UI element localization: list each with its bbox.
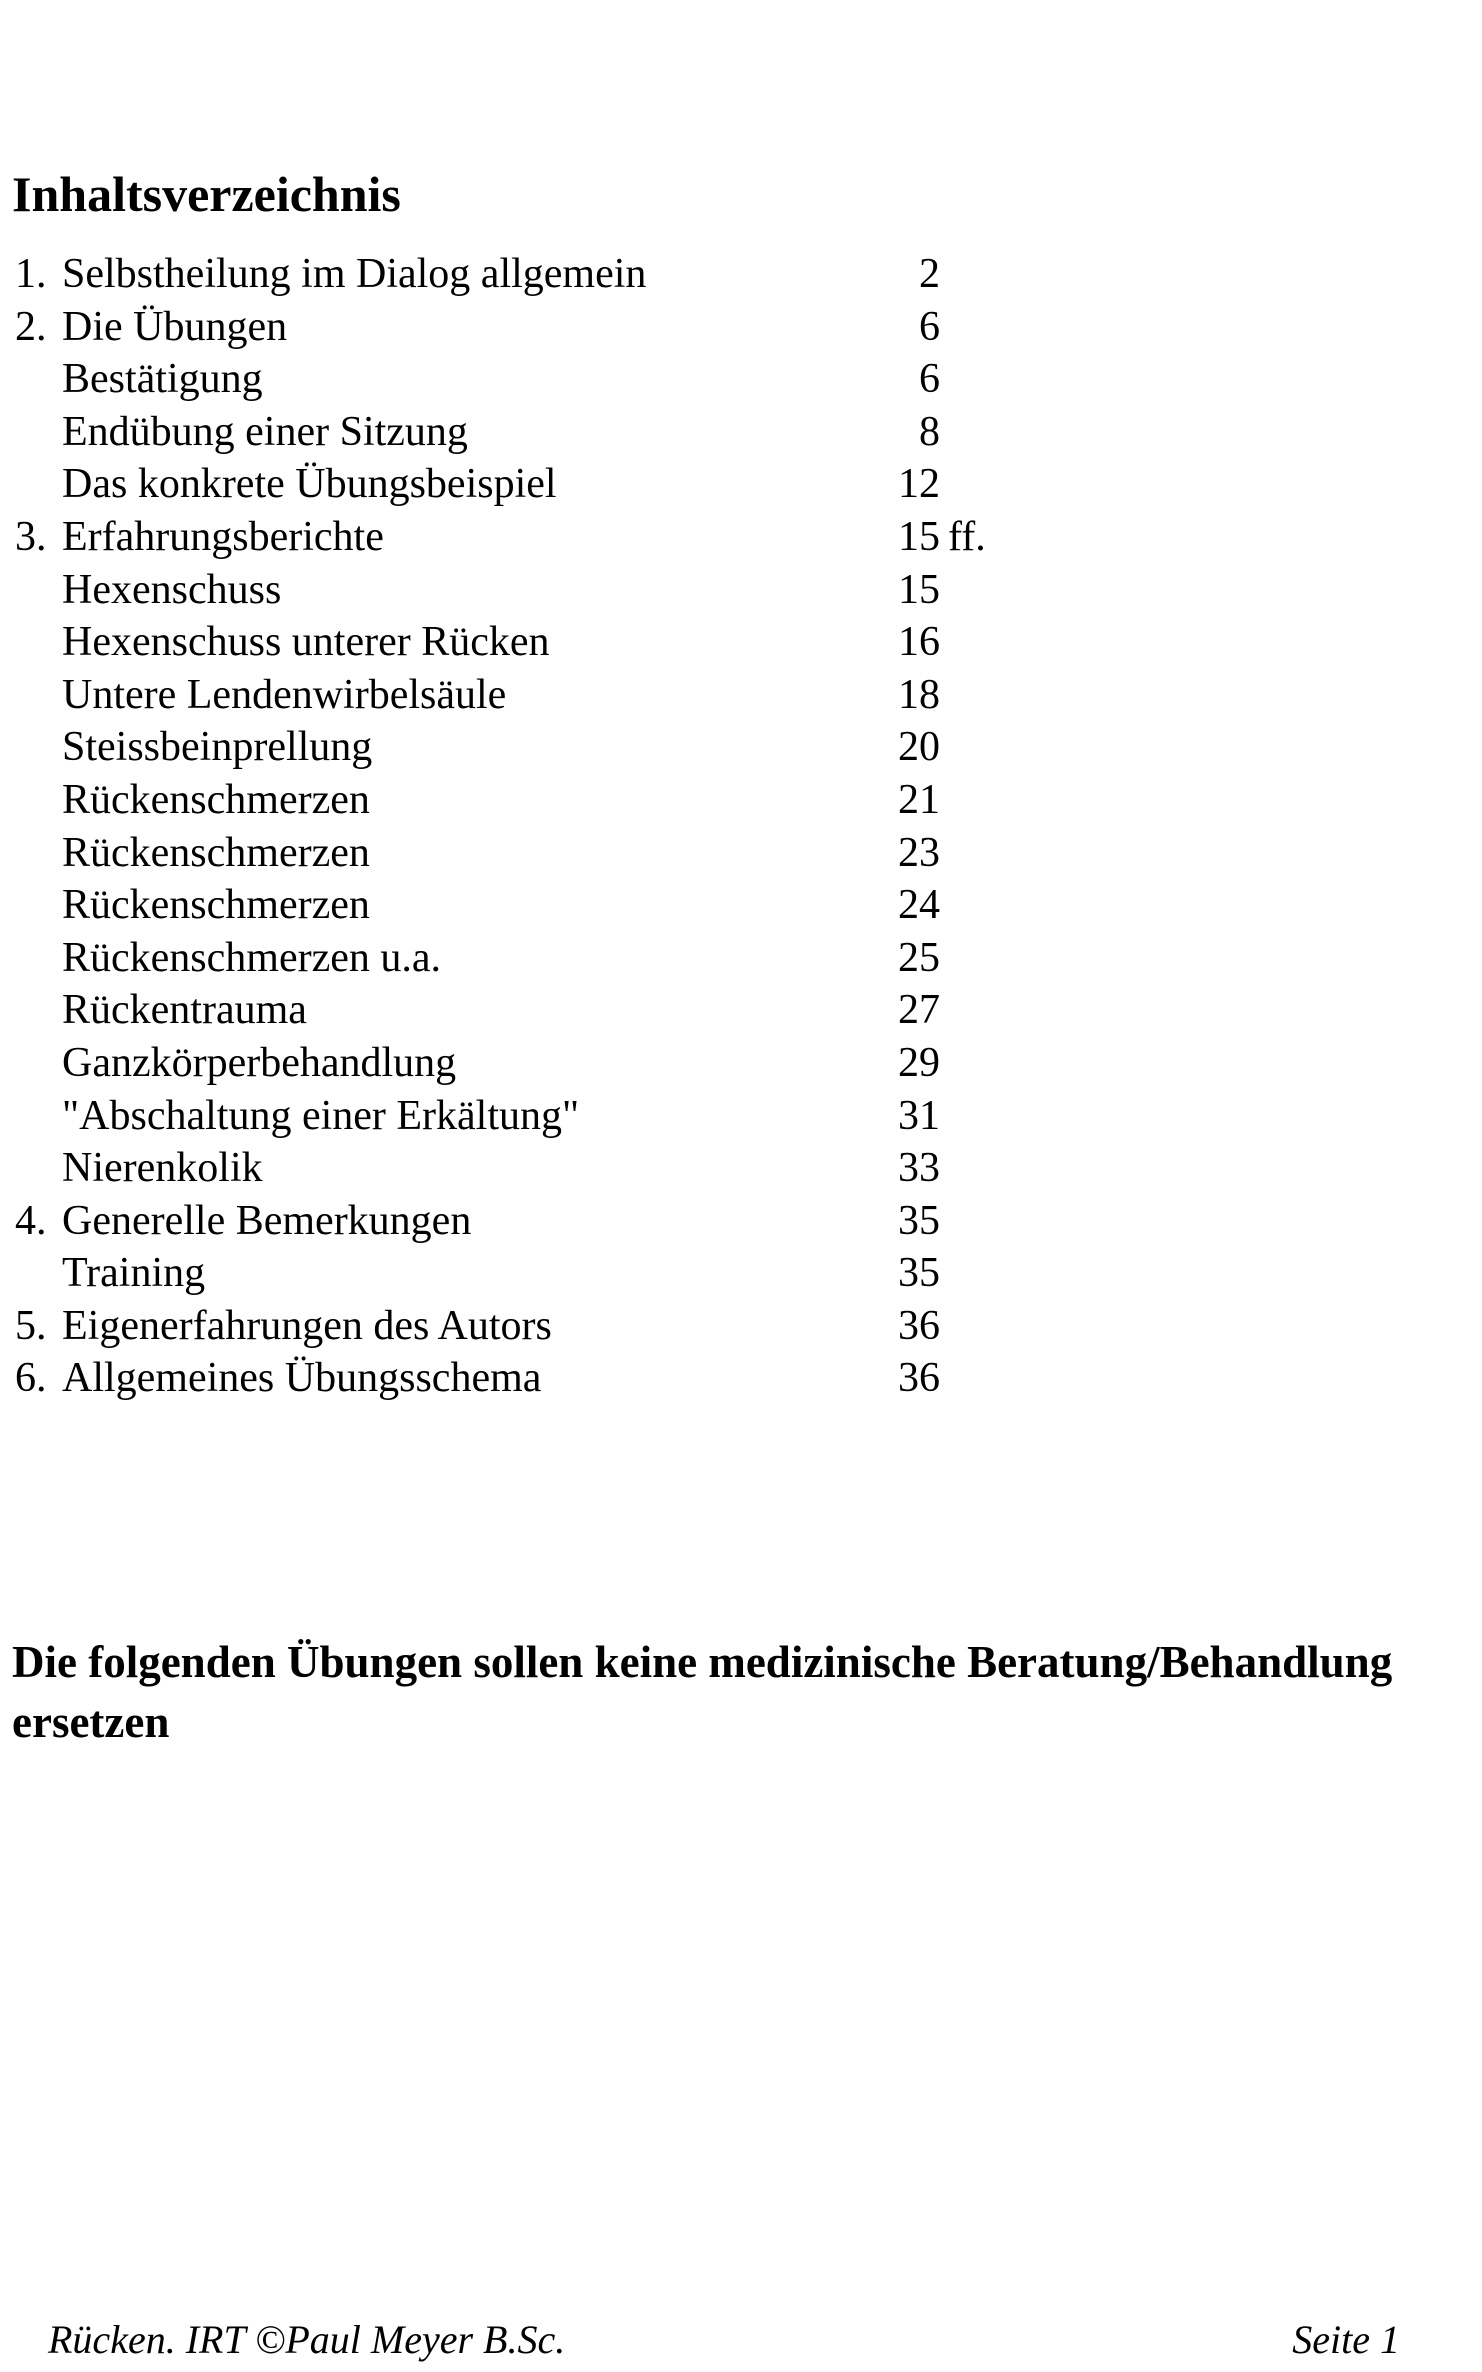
toc-entry-label: Erfahrungsberichte bbox=[62, 513, 384, 560]
toc-entry-label: Die Übungen bbox=[62, 303, 288, 350]
toc-entry-page: 33 bbox=[898, 1145, 940, 1192]
toc-entry-label: Training bbox=[62, 1250, 206, 1297]
toc-entry-label: Steissbeinprellung bbox=[62, 724, 373, 771]
toc-row bbox=[15, 827, 1075, 880]
toc-entry-page: 15 bbox=[898, 566, 940, 613]
toc-entry-label: Selbstheilung im Dialog allgemein bbox=[62, 251, 647, 297]
toc-row bbox=[15, 406, 1075, 459]
toc-entry-page: 6 bbox=[919, 303, 940, 350]
toc-entry-label: Allgemeines Übungsschema bbox=[62, 1355, 542, 1402]
toc-row bbox=[15, 721, 1075, 774]
toc-entry-page-suffix: ff. bbox=[948, 513, 986, 560]
toc-entry-page: 29 bbox=[898, 1039, 940, 1086]
toc-entry-label: Rückenschmerzen u.a. bbox=[62, 934, 442, 981]
toc-row bbox=[15, 511, 1075, 564]
toc-row bbox=[15, 301, 1075, 354]
toc-row bbox=[15, 1090, 1075, 1143]
toc-entry-number: 6. bbox=[15, 1355, 47, 1402]
toc-entry-label: Rückenschmerzen bbox=[62, 829, 370, 876]
toc-entry-page: 8 bbox=[919, 408, 940, 455]
toc-row bbox=[15, 984, 1075, 1037]
toc-entry-page: 6 bbox=[919, 356, 940, 403]
toc-entry-label: Rückenschmerzen bbox=[62, 776, 370, 823]
footer-document-credit: Rücken. IRT ©Paul Meyer B.Sc. bbox=[48, 2317, 566, 2362]
toc-entry-label: Eigenerfahrungen des Autors bbox=[62, 1302, 552, 1349]
medical-disclaimer bbox=[12, 1632, 1462, 1752]
toc-entry-page: 36 bbox=[898, 1302, 940, 1349]
footer-page-number: Seite 1 bbox=[1292, 2317, 1400, 2362]
toc-row bbox=[15, 879, 1075, 932]
toc-row bbox=[15, 774, 1075, 827]
toc-row bbox=[15, 1352, 1075, 1405]
toc-entry-page: 2 bbox=[919, 251, 940, 297]
toc-entry-label: Hexenschuss unterer Rücken bbox=[62, 619, 550, 666]
toc-row bbox=[15, 1300, 1075, 1353]
toc-entry-page: 16 bbox=[898, 619, 940, 666]
toc-entry-page: 20 bbox=[898, 724, 940, 771]
toc-entry-page: 25 bbox=[898, 934, 940, 981]
table-of-contents bbox=[15, 248, 1075, 1405]
toc-entry-page: 23 bbox=[898, 829, 940, 876]
toc-entry-label: Bestätigung bbox=[62, 356, 263, 403]
toc-entry-number: 2. bbox=[15, 303, 47, 350]
toc-entry-number: 4. bbox=[15, 1197, 47, 1244]
toc-entry-label: Rückenschmerzen bbox=[62, 882, 370, 929]
toc-row bbox=[15, 1142, 1075, 1195]
toc-entry-label: Nierenkolik bbox=[62, 1145, 263, 1192]
toc-entry-label: Rückentrauma bbox=[62, 987, 307, 1034]
toc-entry-page: 18 bbox=[898, 671, 940, 718]
toc-entry-label: Untere Lendenwirbelsäule bbox=[62, 671, 507, 718]
toc-entry-label: Generelle Bemerkungen bbox=[62, 1197, 472, 1244]
disclaimer-line-2: ersetzen bbox=[12, 1697, 170, 1747]
toc-entry-page: 35 bbox=[898, 1250, 940, 1297]
toc-row bbox=[15, 1247, 1075, 1300]
toc-row bbox=[15, 616, 1075, 669]
toc-entry-label: Das konkrete Übungsbeispiel bbox=[62, 461, 557, 508]
disclaimer-line-1: Die folgenden Übungen sollen keine medizinische Beratung/Behandlung bbox=[12, 1637, 1393, 1687]
toc-entry-label: Ganzkörperbehandlung bbox=[62, 1039, 457, 1086]
toc-entry-page: 35 bbox=[898, 1197, 940, 1244]
toc-entry-page: 27 bbox=[898, 987, 940, 1034]
toc-row bbox=[15, 353, 1075, 406]
toc-row bbox=[15, 564, 1075, 617]
toc-entry-label: "Abschaltung einer Erkältung" bbox=[62, 1092, 580, 1139]
toc-entry-page: 24 bbox=[898, 882, 940, 929]
page-title: Inhaltsverzeichnis bbox=[12, 165, 401, 222]
toc-entry-label: Endübung einer Sitzung bbox=[62, 408, 468, 455]
toc-row bbox=[15, 1037, 1075, 1090]
toc-row bbox=[15, 1195, 1075, 1248]
toc-row bbox=[15, 932, 1075, 985]
toc-entry-page: 36 bbox=[898, 1355, 940, 1402]
toc-entry-page: 31 bbox=[898, 1092, 940, 1139]
toc-entry-number: 1. bbox=[15, 251, 47, 297]
toc-row bbox=[15, 248, 1075, 301]
toc-entry-number: 5. bbox=[15, 1302, 47, 1349]
toc-entry-page: 15 bbox=[898, 513, 940, 560]
toc-row bbox=[15, 669, 1075, 722]
toc-row bbox=[15, 458, 1075, 511]
toc-entry-label: Hexenschuss bbox=[62, 566, 282, 613]
toc-entry-page: 21 bbox=[898, 776, 940, 823]
toc-entry-number: 3. bbox=[15, 513, 47, 560]
toc-entry-page: 12 bbox=[898, 461, 940, 508]
